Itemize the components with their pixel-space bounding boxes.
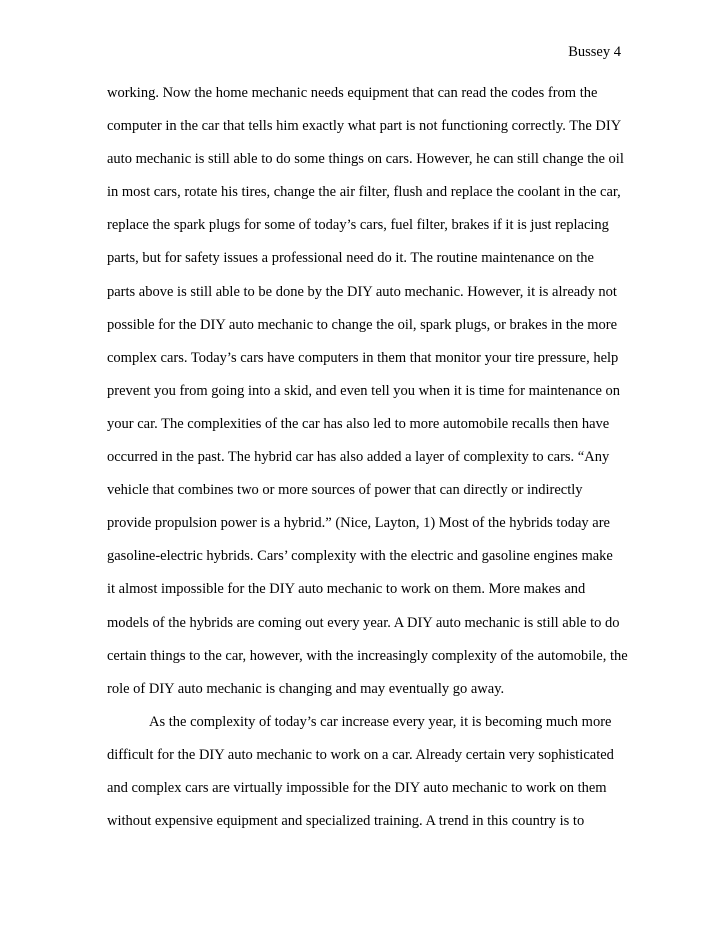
text-line: parts above is still able to be done by the DIY auto mechanic. However, it is already not	[107, 283, 617, 300]
text-line: complex cars. Today’s cars have computers in them that monitor your tire pressure, help	[107, 349, 619, 366]
text-line: replace the spark plugs for some of today’s cars, fuel filter, brakes if it is just replacing	[107, 217, 609, 234]
text-line: without expensive equipment and specialized training. A trend in this country is to	[107, 813, 585, 830]
text-line: prevent you from going into a skid, and even tell you when it is time for maintenance on	[107, 382, 621, 399]
text-line: difficult for the DIY auto mechanic to work on a car. Already certain very sophisticated	[107, 746, 614, 763]
text-line: possible for the DIY auto mechanic to change the oil, spark plugs, or brakes in the more	[107, 316, 618, 333]
text-line: computer in the car that tells him exactly what part is not functioning correctly. The DIY	[107, 118, 622, 135]
text-line: working. Now the home mechanic needs equipment that can read the codes from the	[107, 85, 598, 101]
running-head: Bussey 4	[568, 44, 621, 60]
text-line: it almost impossible for the DIY auto mechanic to work on them. More makes and	[107, 581, 586, 598]
text-line: in most cars, rotate his tires, change the air filter, flush and replace the coolant in the car,	[107, 184, 621, 201]
text-line: provide propulsion power is a hybrid.” (Nice, Layton, 1) Most of the hybrids today are	[107, 515, 610, 532]
text-line: auto mechanic is still able to do some things on cars. However, he can still change the oil	[107, 151, 624, 168]
text-line: vehicle that combines two or more sources of power that can directly or indirectly	[107, 482, 583, 499]
text-line: occurred in the past. The hybrid car has also added a layer of complexity to cars. “Any	[107, 449, 610, 466]
text-line: your car. The complexities of the car has also led to more automobile recalls then have	[107, 415, 610, 432]
text-line: and complex cars are virtually impossible for the DIY auto mechanic to work on them	[107, 779, 607, 796]
paragraph-first-line: As the complexity of today’s car increase every year, it is becoming much more	[149, 713, 612, 730]
text-line: parts, but for safety issues a professional need do it. The routine maintenance on the	[107, 250, 594, 267]
text-line: role of DIY auto mechanic is changing and may eventually go away.	[107, 680, 505, 697]
text-line: gasoline-electric hybrids. Cars’ complexity with the electric and gasoline engines make	[107, 548, 613, 565]
text-line: models of the hybrids are coming out every year. A DIY auto mechanic is still able to do	[107, 614, 620, 631]
text-line: certain things to the car, however, with the increasingly complexity of the automobile, the	[107, 647, 628, 664]
body-text	[107, 84, 627, 845]
